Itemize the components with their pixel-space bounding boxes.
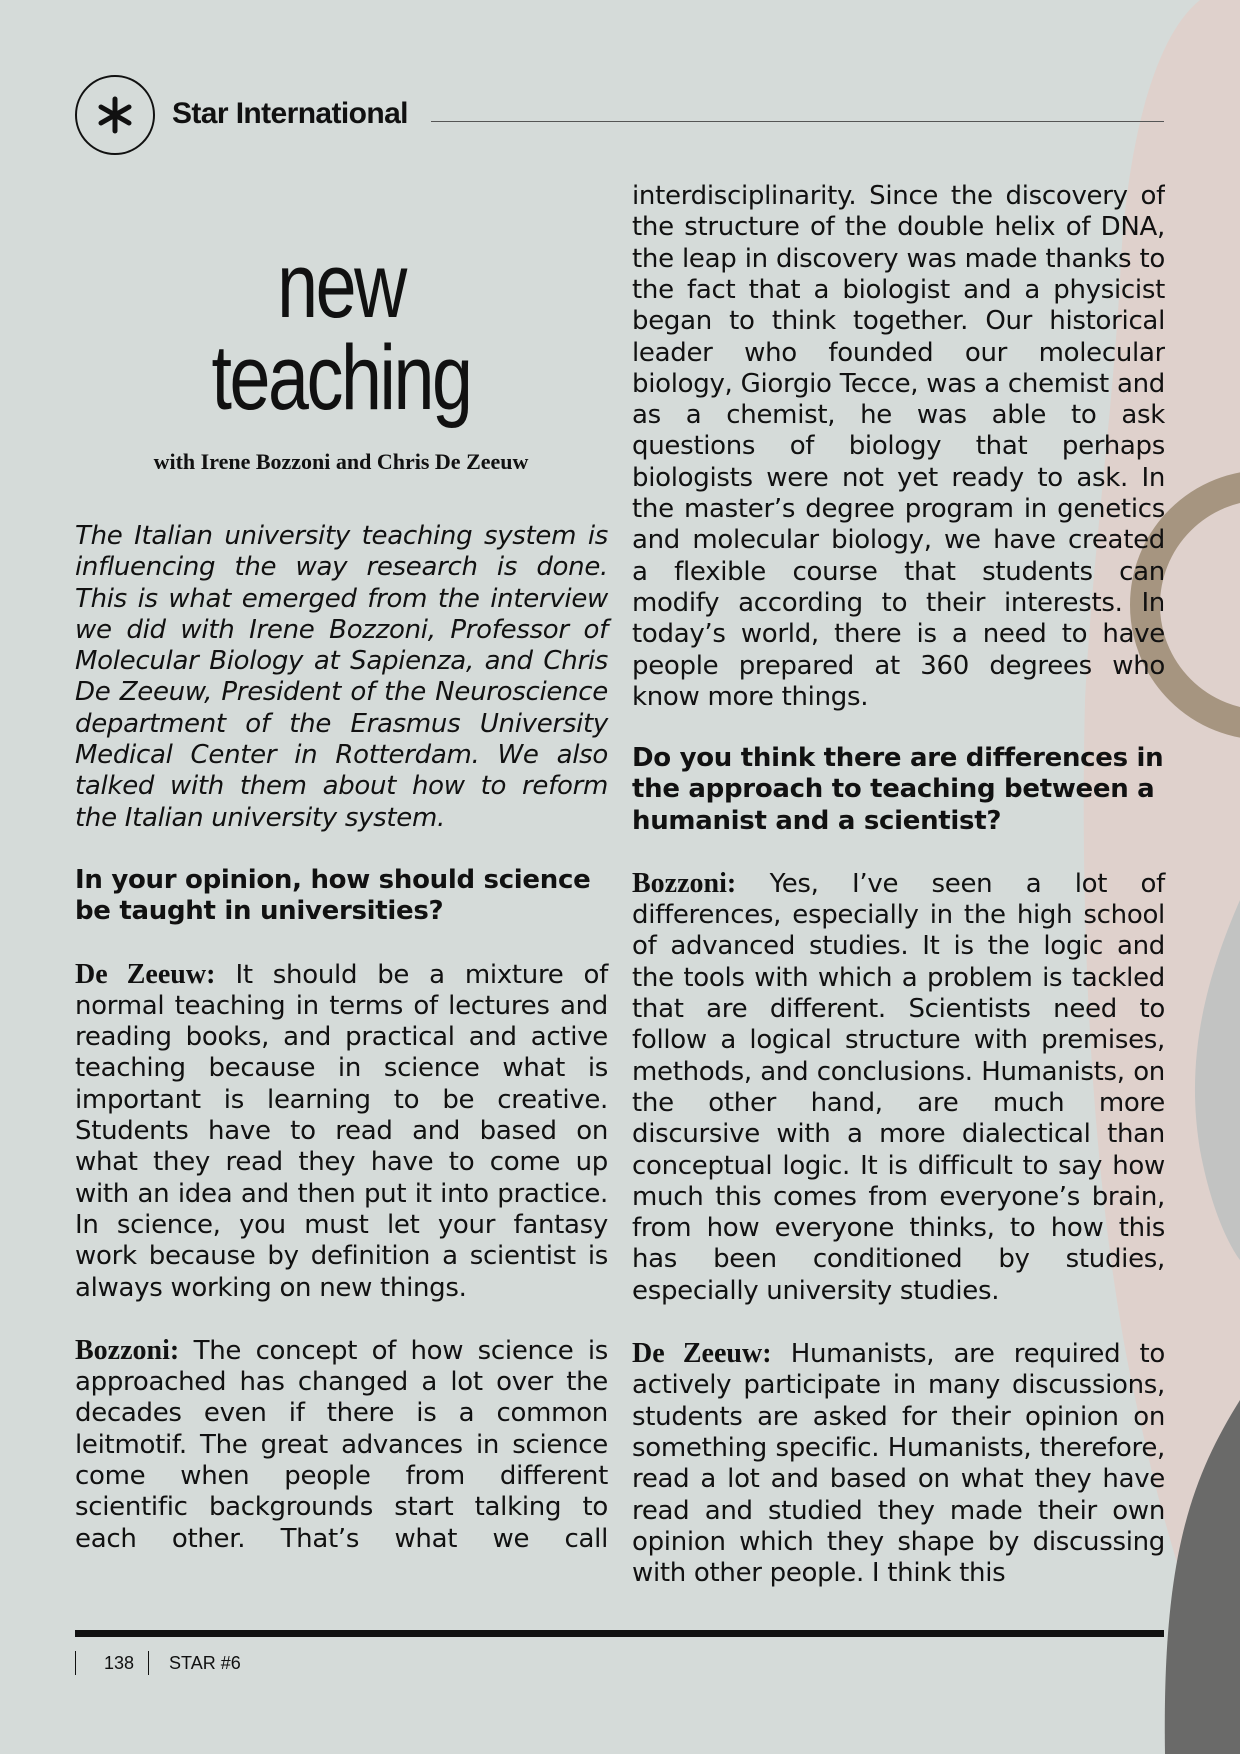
page-number: 138 — [104, 1653, 135, 1673]
speaker-label: Bozzoni: — [632, 867, 737, 899]
answer-text: The concept of how science is approached has changed a lot over the decades even if there is a common leitmotif. The great advances in science come when people from different scientific backgrounds start talking to each other. That’s what we call — [75, 1335, 608, 1554]
article-title — [75, 235, 607, 476]
page-footer — [75, 1650, 241, 1676]
column-left — [75, 521, 608, 1554]
column-right — [632, 180, 1165, 1588]
speaker-label: De Zeeuw: — [632, 1338, 772, 1370]
answer-4-clip — [632, 1338, 1165, 1588]
answer-text: It should be a mixture of normal teaching in terms of lectures and reading books, and practical and active teaching because in science what is important is learning to be creative. Students have to read and based on what they read they have to come up with an idea and then put it into practice. In science, you must let your fantasy work because by definition a scientist is always working on new things. — [75, 959, 609, 1303]
answer-3 — [632, 868, 1165, 1307]
footer-divider — [148, 1651, 149, 1675]
brand-name: Star International — [172, 97, 408, 130]
footer-rule — [75, 1630, 1164, 1637]
answer-2-continued — [632, 180, 1165, 712]
header-rule — [431, 121, 1164, 122]
answer-1 — [75, 959, 608, 1304]
answer-text: Humanists, are required to actively participate in many discussions, students are asked for their opinion on something specific. Humanists, therefore, read a lot and based on what they have read and studied they made their own opinion which they shape by discussing with other people. I think this — [632, 1339, 1165, 1589]
answer-text: Yes, I’ve seen a lot of differences, especially in the high school of advanced studies. It is the logic and the tools with which a problem is tackled that are different. Scientists need to follow a logical structure with premises, methods, and conclusions. Humanists, on the other hand, are much more discursive with a more dialectical than conceptual logic. It is difficult to say how much this comes from everyone’s brain, from how everyone thinks, to how this has been conditioned by studies, especially university studies. — [632, 868, 1166, 1306]
byline: with Irene Bozzoni and Chris De Zeeuw — [153, 449, 529, 474]
answer-2 — [75, 1335, 608, 1554]
answer-2-left-part — [75, 1335, 608, 1554]
speaker-label: De Zeeuw: — [75, 958, 216, 990]
answer-2-right-part — [632, 180, 1165, 712]
speaker-label: Bozzoni: — [75, 1334, 180, 1366]
title-line-teaching: teaching — [211, 327, 471, 429]
intro-paragraph: The Italian university teaching system is influencing the way research is done. This is what emerged from the interview we did with Irene Bozzoni, Professor of Molecular Biology at Sapienza, and Chris De Zeeuw, President of the Neuroscience department of the Erasmus University Medical Center in Rotterdam. We also talked with them about how to reform the Italian university system. — [75, 521, 608, 833]
question-2: Do you think there are differences in the approach to teaching between a humanist and a scientist? — [632, 743, 1164, 836]
star-logo — [75, 75, 155, 155]
issue-label: STAR #6 — [169, 1653, 241, 1673]
asterisk-icon — [77, 77, 153, 153]
answer-text: interdisciplinarity. Since the discovery of the structure of the double helix of DNA, the leap in discovery was made thanks to the fact that a biologist and a physicist began to think together. Our historical leader who founded our molecular biology, Giorgio Tecce, was a chemist and as a chemist, he was able to ask questions of biology that perhaps biologists were not yet ready to ask. In the master’s degree program in genetics and molecular biology, we have created a flexible course that students can modify according to their interests. In today’s world, there is a need to have people prepared at 360 degrees who know more things. — [632, 181, 1165, 712]
answer-4 — [632, 1338, 1165, 1588]
title-line-new: new — [277, 235, 405, 337]
footer-divider — [75, 1651, 76, 1675]
question-1: In your opinion, how should science be taught in universities? — [75, 864, 591, 927]
